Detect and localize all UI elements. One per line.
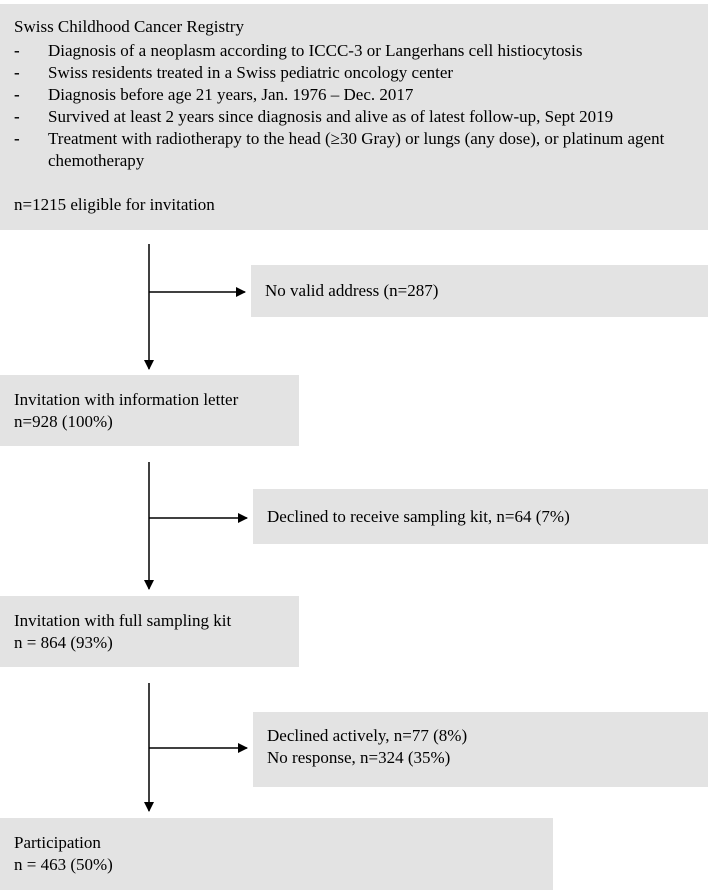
declined-kit-text: Declined to receive sampling kit, n=64 (7%) [267,507,570,526]
sampling-kit-label: Invitation with full sampling kit [14,611,232,630]
no-valid-address-text: No valid address (n=287) [265,281,439,300]
criterion-text: - Swiss residents treated in a Swiss pediatric oncology center [48,63,454,82]
sampling-kit-count: n = 864 (93%) [14,633,113,652]
invitation-letter-label: Invitation with information letter [14,390,239,409]
eligible-count: n=1215 eligible for invitation [14,195,215,214]
participation-label: Participation [14,833,101,852]
declined-actively-text: Declined actively, n=77 (8%) [267,726,468,745]
criterion-text: - Diagnosis of a neoplasm according to ICCC-3 or Langerhans cell histiocytosis [48,41,583,60]
invitation-letter-count: n=928 (100%) [14,412,113,431]
no-response-text: No response, n=324 (35%) [267,748,451,767]
criterion-text: - Diagnosis before age 21 years, Jan. 1976 – Dec. 2017 [48,85,414,104]
registry-title: Swiss Childhood Cancer Registry [14,17,244,36]
participation-count: n = 463 (50%) [14,855,113,874]
criterion-text: - Treatment with radiotherapy to the head (≥30 Gray) or lungs (any dose), or platinum agent chemotherapy [48,129,665,170]
criterion-text: - Survived at least 2 years since diagnosis and alive as of latest follow-up, Sept 2019 [48,107,614,126]
